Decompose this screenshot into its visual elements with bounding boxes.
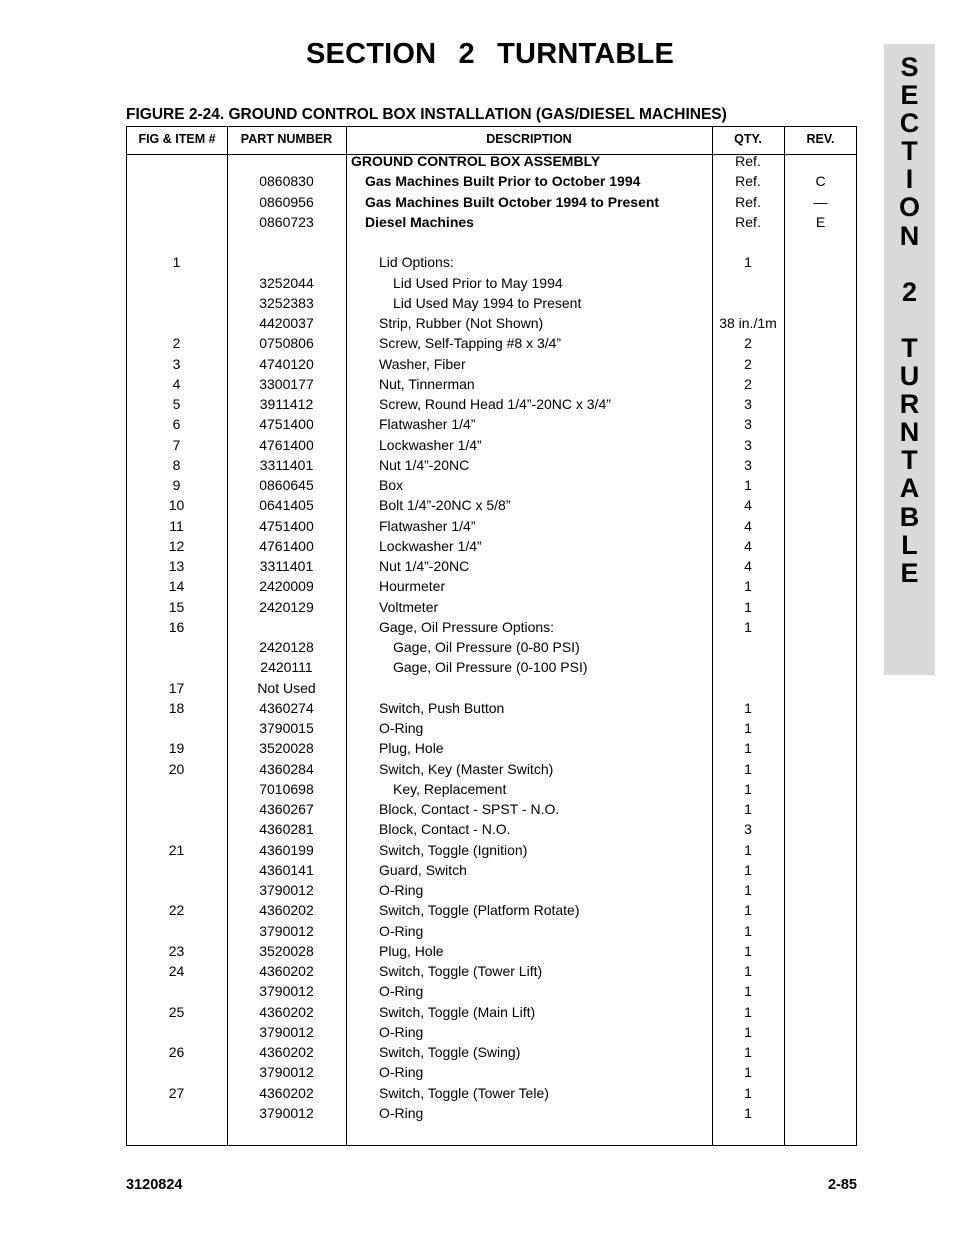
part-number: 4360202 (259, 1044, 314, 1060)
part-number: 3790012 (259, 983, 314, 1000)
item-number: 10 (168, 497, 185, 514)
description: Lockwasher 1/4” (379, 537, 482, 554)
quantity: 1 (744, 740, 752, 757)
table-row (0, 680, 954, 700)
table-row (0, 558, 954, 578)
part-number: 7010698 (259, 780, 314, 797)
side-tab-letter: N (899, 417, 920, 448)
revision: — (813, 193, 828, 210)
header-qty: QTY. (734, 132, 762, 146)
quantity: Ref. (735, 213, 761, 230)
description: Nut 1/4”-20NC (379, 558, 470, 574)
description: O-Ring (379, 983, 424, 1000)
part-number: 4360274 (259, 699, 314, 716)
item-number: 1 (172, 254, 181, 271)
description: Nut 1/4”-20NC (379, 456, 470, 473)
part-number: 3790012 (259, 882, 314, 898)
table-row (0, 538, 954, 558)
table-row (0, 1004, 954, 1024)
part-number: 0860956 (259, 193, 314, 210)
quantity: 2 (744, 375, 752, 392)
item-number: 22 (168, 902, 185, 919)
item-number: 6 (172, 416, 181, 433)
description: Block, Contact - N.O. (379, 821, 511, 838)
page-number: 2-85 (827, 1177, 857, 1193)
table-row (0, 659, 954, 679)
quantity: 4 (744, 517, 752, 534)
quantity: 1 (744, 922, 752, 939)
description: Nut, Tinnerman (379, 375, 475, 392)
side-tab-letter: T (901, 136, 918, 167)
description: Switch, Toggle (Tower Tele) (379, 1084, 549, 1101)
part-number: 3520028 (259, 942, 314, 959)
description: Lockwasher 1/4” (379, 436, 482, 453)
description: Lid Options: (379, 254, 454, 271)
description: Key, Replacement (393, 780, 507, 797)
side-tab-letter: O (898, 192, 920, 223)
item-number: 15 (168, 598, 185, 615)
part-number: 4360284 (259, 760, 314, 777)
description: Switch, Push Button (379, 699, 505, 716)
quantity: 2 (744, 335, 752, 352)
item-number: 8 (172, 456, 181, 473)
quantity: 3 (744, 821, 752, 838)
table-row (0, 153, 954, 173)
item-number: 26 (168, 1044, 185, 1060)
description: Box (379, 477, 404, 493)
description: Switch, Toggle (Platform Rotate) (379, 902, 580, 919)
table-row (0, 801, 954, 821)
side-tab-letter: R (899, 389, 920, 420)
table-row (0, 821, 954, 841)
description: Gage, Oil Pressure (0-100 PSI) (393, 659, 588, 676)
item-number: 20 (168, 760, 185, 777)
quantity: 3 (744, 416, 752, 433)
table-row (0, 214, 954, 234)
header-description: DESCRIPTION (486, 132, 572, 146)
table-row (0, 943, 954, 963)
part-number: 3311401 (259, 456, 314, 473)
description: Plug, Hole (379, 740, 444, 757)
description: Block, Contact - SPST - N.O. (379, 801, 560, 817)
quantity: 1 (744, 902, 752, 919)
item-number: 21 (168, 841, 185, 858)
table-row (0, 335, 954, 355)
quantity: 1 (744, 477, 752, 493)
quantity: 1 (744, 254, 752, 271)
table-row (0, 437, 954, 457)
quantity: 1 (744, 760, 752, 777)
part-number: 2420009 (259, 578, 314, 595)
side-tab-letter: B (899, 501, 920, 532)
description: Strip, Rubber (Not Shown) (379, 315, 544, 331)
document-number: 3120824 (126, 1177, 183, 1193)
description: Screw, Round Head 1/4”-20NC x 3/4” (379, 396, 611, 412)
table-row (0, 1085, 954, 1105)
part-number: 4751400 (259, 416, 314, 433)
table-row (0, 882, 954, 902)
part-number: 3790012 (259, 1104, 314, 1121)
header-rev: REV. (806, 132, 835, 146)
description: Gage, Oil Pressure (0-80 PSI) (393, 639, 580, 655)
side-tab-letter: C (899, 108, 920, 139)
description: Washer, Fiber (379, 355, 466, 372)
item-number: 18 (168, 699, 185, 716)
quantity: 1 (744, 841, 752, 858)
quantity: 1 (744, 963, 752, 979)
item-number: 4 (172, 375, 181, 392)
table-row (0, 356, 954, 376)
item-number: 3 (172, 355, 181, 372)
description: O-Ring (379, 720, 424, 736)
description: Switch, Key (Master Switch) (379, 760, 554, 777)
part-number: 3252383 (259, 294, 314, 311)
item-number: 16 (168, 618, 185, 635)
quantity: 4 (744, 558, 752, 574)
table-row (0, 1105, 954, 1125)
header-part-number: PART NUMBER (240, 132, 333, 146)
side-tab-letter: N (899, 220, 920, 251)
description: Guard, Switch (379, 861, 467, 878)
section-title: SECTION 2 TURNTABLE (306, 38, 674, 70)
part-number: 4761400 (259, 537, 314, 554)
side-tab-letter: E (900, 80, 919, 111)
side-tab-letter: T (901, 332, 918, 363)
part-number: 4420037 (259, 315, 314, 331)
description: O-Ring (379, 1064, 424, 1081)
part-number: 4360267 (259, 801, 314, 817)
quantity: 1 (744, 578, 752, 595)
item-number: 5 (172, 396, 181, 412)
header-fig-item: FIG & ITEM # (138, 132, 216, 146)
part-number: 3252044 (259, 274, 314, 291)
quantity: 1 (744, 882, 752, 898)
table-row (0, 599, 954, 619)
part-number: 2420128 (259, 639, 314, 655)
quantity: 4 (744, 537, 752, 554)
quantity: 38 in./1m (719, 315, 777, 331)
table-row (0, 963, 954, 983)
part-number: 3300177 (259, 375, 314, 392)
description: O-Ring (379, 1104, 424, 1121)
part-number: 4360202 (259, 1003, 314, 1020)
quantity: 1 (744, 1064, 752, 1081)
item-number: 14 (168, 578, 185, 595)
quantity: 1 (744, 1003, 752, 1020)
part-number: 4360202 (259, 1084, 314, 1101)
description: O-Ring (379, 1023, 424, 1040)
description: Gas Machines Built October 1994 to Present (365, 193, 660, 210)
description: Gas Machines Built Prior to October 1994 (365, 173, 641, 190)
side-tab-letter: 2 (901, 276, 918, 307)
figure-title: FIGURE 2-24. GROUND CONTROL BOX INSTALLATION (GAS/DIESEL MACHINES) (126, 106, 727, 123)
part-number: 4740120 (259, 355, 314, 372)
description: Screw, Self-Tapping #8 x 3/4” (379, 335, 562, 352)
description: Switch, Toggle (Tower Lift) (379, 963, 543, 979)
part-number: 4360202 (259, 902, 314, 919)
item-number: 25 (168, 1003, 185, 1020)
part-number: 4360199 (259, 841, 314, 858)
table-row (0, 639, 954, 659)
table-row (0, 234, 954, 254)
description: Flatwasher 1/4” (379, 416, 476, 433)
table-row (0, 619, 954, 639)
quantity: 3 (744, 396, 752, 412)
description: Voltmeter (379, 598, 439, 615)
quantity: Ref. (735, 173, 761, 190)
side-tab-letter: I (905, 164, 914, 195)
part-number: 0750806 (259, 335, 314, 352)
table-row (0, 275, 954, 295)
table-row (0, 842, 954, 862)
quantity: 1 (744, 983, 752, 1000)
part-number: 2420111 (260, 659, 313, 676)
table-row (0, 376, 954, 396)
table-row (0, 983, 954, 1003)
quantity: 1 (744, 861, 752, 878)
part-number: Not Used (257, 679, 316, 696)
item-number: 2 (172, 335, 181, 352)
description: O-Ring (379, 882, 424, 898)
table-row (0, 194, 954, 214)
table-row (0, 740, 954, 760)
side-tab-letter: T (901, 445, 918, 476)
part-number: 4360281 (259, 821, 314, 838)
table-row (0, 781, 954, 801)
description: Hourmeter (379, 578, 446, 595)
revision: C (815, 173, 826, 190)
quantity: 1 (744, 1023, 752, 1040)
table-row (0, 254, 954, 274)
quantity: 1 (744, 780, 752, 797)
quantity: 1 (744, 618, 752, 635)
quantity: 1 (744, 801, 752, 817)
item-number: 13 (168, 558, 185, 574)
table-row (0, 295, 954, 315)
quantity: 3 (744, 436, 752, 453)
table-row (0, 700, 954, 720)
part-number: 3790012 (259, 1023, 314, 1040)
table-row (0, 497, 954, 517)
quantity: Ref. (735, 153, 761, 169)
table-row (0, 518, 954, 538)
item-number: 9 (172, 477, 181, 493)
table-row (0, 862, 954, 882)
part-number: 0860645 (259, 477, 314, 493)
table-row (0, 923, 954, 943)
part-number: 0860723 (259, 213, 314, 230)
part-number: 3790015 (259, 720, 314, 736)
item-number: 27 (168, 1084, 185, 1101)
table-row (0, 477, 954, 497)
part-number: 3311401 (259, 558, 314, 574)
table-row (0, 902, 954, 922)
table-row (0, 1064, 954, 1084)
table-row (0, 457, 954, 477)
part-number: 4360141 (259, 861, 314, 878)
table-row (0, 1044, 954, 1064)
part-number: 3520028 (259, 740, 314, 757)
description: Plug, Hole (379, 942, 444, 959)
quantity: 3 (744, 456, 752, 473)
table-row (0, 173, 954, 193)
description: Lid Used Prior to May 1994 (393, 274, 563, 291)
part-number: 4751400 (259, 517, 314, 534)
item-number: 17 (168, 679, 185, 696)
description: GROUND CONTROL BOX ASSEMBLY (351, 153, 601, 169)
item-number: 7 (172, 436, 181, 453)
quantity: 1 (744, 1044, 752, 1060)
side-tab-letter: E (900, 557, 919, 588)
table-row (0, 578, 954, 598)
table-row (0, 1024, 954, 1044)
table-row (0, 761, 954, 781)
description: O-Ring (379, 922, 424, 939)
table-row (0, 416, 954, 436)
quantity: 1 (744, 699, 752, 716)
quantity: 1 (744, 1084, 752, 1101)
side-tab-letter: L (901, 529, 918, 560)
part-number: 0860830 (259, 173, 314, 190)
item-number: 24 (168, 963, 185, 979)
quantity: Ref. (735, 193, 761, 210)
quantity: 1 (744, 1104, 752, 1121)
part-number: 0641405 (259, 497, 314, 514)
description: Flatwasher 1/4” (379, 517, 476, 534)
description: Gage, Oil Pressure Options: (379, 618, 555, 635)
side-tab-letter: S (900, 52, 919, 82)
table-row (0, 315, 954, 335)
description: Diesel Machines (365, 213, 474, 230)
side-tab-letter: A (899, 473, 920, 504)
revision: E (815, 213, 826, 230)
side-tab-letter: U (899, 361, 920, 392)
part-number: 3790012 (259, 922, 314, 939)
part-number: 4360202 (259, 963, 314, 979)
description: Switch, Toggle (Swing) (379, 1044, 521, 1060)
description: Switch, Toggle (Main Lift) (379, 1003, 536, 1020)
table-row (0, 720, 954, 740)
description: Switch, Toggle (Ignition) (379, 841, 528, 858)
part-number: 4761400 (259, 436, 314, 453)
quantity: 1 (744, 942, 752, 959)
item-number: 19 (168, 740, 185, 757)
quantity: 1 (744, 720, 752, 736)
item-number: 12 (168, 537, 185, 554)
quantity: 1 (744, 598, 752, 615)
description: Lid Used May 1994 to Present (393, 294, 582, 311)
description: Bolt 1/4”-20NC x 5/8” (379, 497, 511, 514)
quantity: 2 (744, 355, 752, 372)
part-number: 3911412 (259, 396, 314, 412)
part-number: 3790012 (259, 1064, 314, 1081)
table-row (0, 396, 954, 416)
item-number: 23 (168, 942, 185, 959)
part-number: 2420129 (259, 598, 314, 615)
quantity: 4 (744, 497, 752, 514)
item-number: 11 (169, 517, 184, 534)
